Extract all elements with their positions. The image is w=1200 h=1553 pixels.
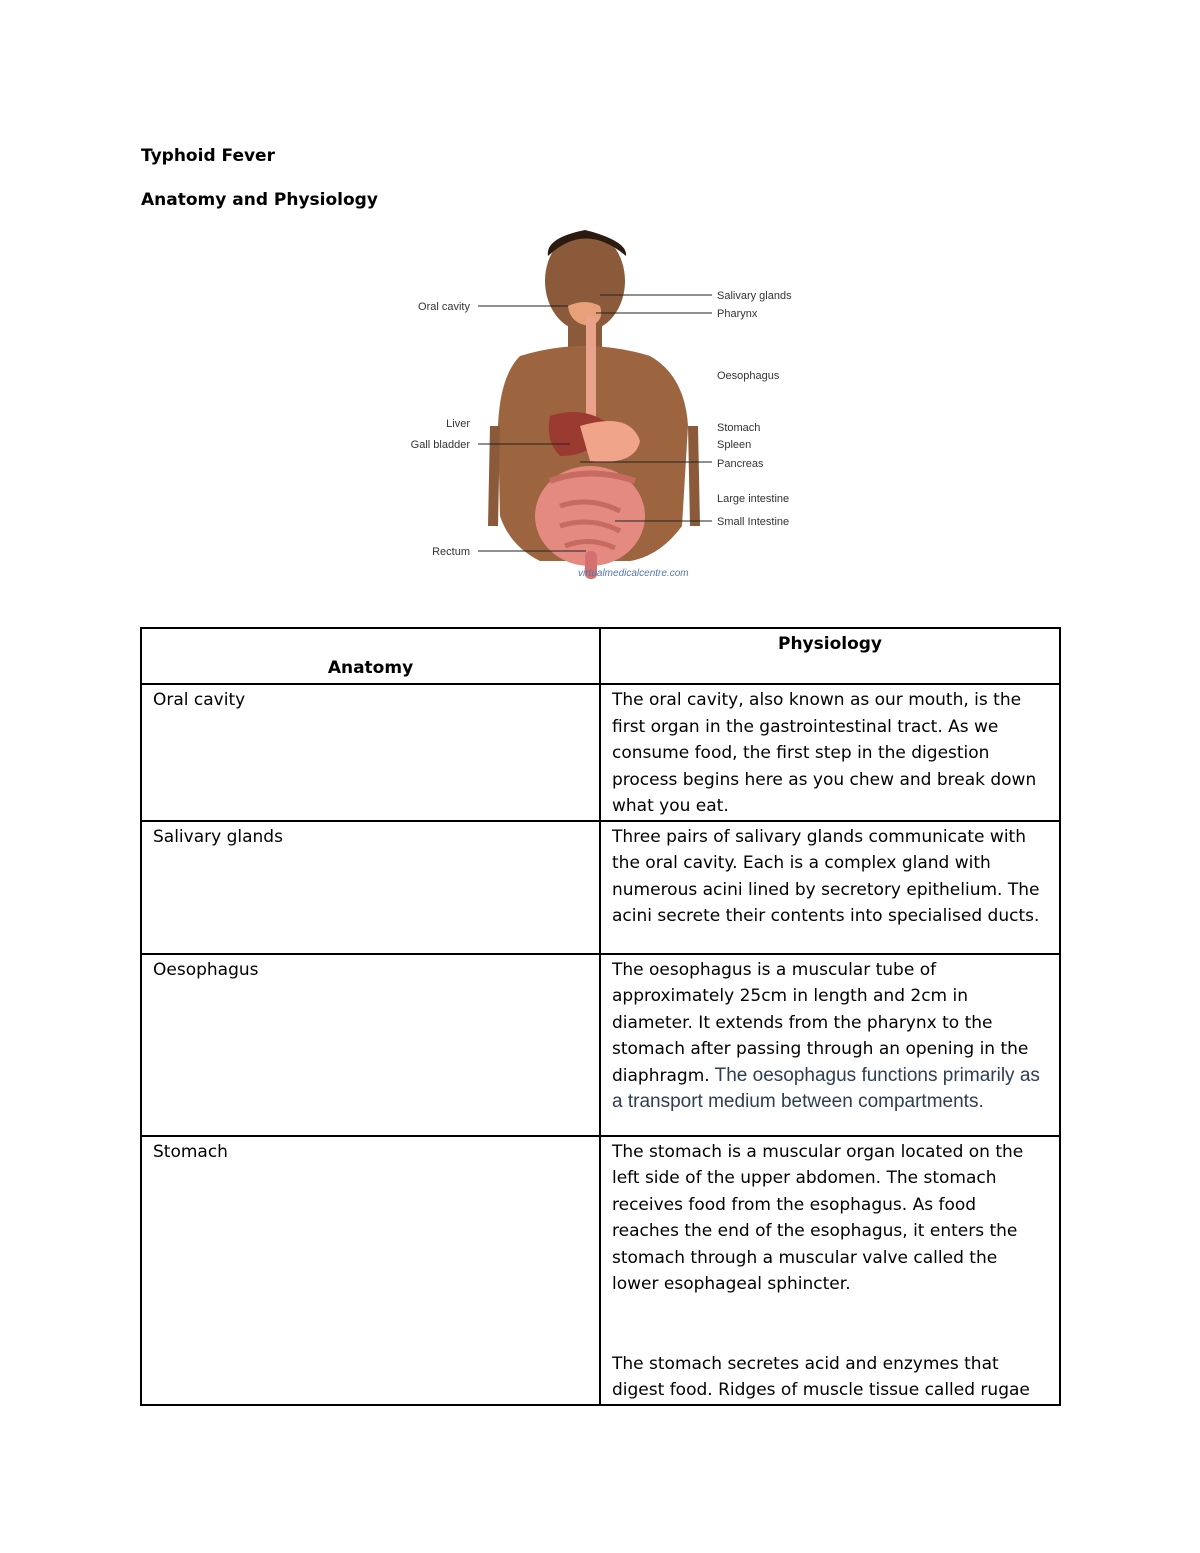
- paragraph-gap: [612, 1298, 1048, 1351]
- digestive-system-diagram: [400, 226, 810, 586]
- table-header-row: [141, 628, 1060, 684]
- label-pancreas: Pancreas: [717, 458, 764, 470]
- header-anatomy-cell: [141, 628, 600, 684]
- table-row: [141, 684, 1060, 821]
- header-anatomy: Anatomy: [327, 657, 414, 678]
- physiology-text-extra: The oesophagus functions primarily as a transport medium between compartments.: [612, 1064, 1040, 1112]
- human-figure: [488, 230, 700, 579]
- physiology-text-extra: The stomach secretes acid and enzymes that digest food. Ridges of muscle tissue called rugae: [612, 1353, 1030, 1400]
- table-row: [141, 1136, 1060, 1405]
- label-liver: Liver: [446, 418, 470, 430]
- label-oral-cavity: Oral cavity: [418, 301, 470, 313]
- label-large-intestine: Large intestine: [717, 493, 790, 505]
- physiology-cell: The oral cavity, also known as our mouth, is the first organ in the gastrointestinal tract. As we consume food, the first step in the digestion process begins here as you chew and break down what you eat.: [600, 684, 1060, 821]
- label-salivary-glands: Salivary glands: [717, 290, 792, 302]
- physiology-text: The oesophagus is a muscular tube of approximately 25cm in length and 2cm in diameter. It extends from the pharynx to the stomach after passing through an opening in the diaphragm.: [612, 959, 1029, 1086]
- label-gall-bladder: Gall bladder: [410, 439, 470, 451]
- anatomy-cell: Oesophagus: [141, 954, 600, 1136]
- anatomy-cell: Stomach: [141, 1136, 600, 1405]
- label-oesophagus: Oesophagus: [717, 370, 780, 382]
- physiology-text: The stomach is a muscular organ located on the left side of the upper abdomen. The stomach receives food from the esophagus. As food reaches the end of the esophagus, it enters the stomach through a muscular valve called the lower esophageal sphincter.: [612, 1141, 1024, 1294]
- anatomy-cell: Oral cavity: [141, 684, 600, 821]
- anatomy-physiology-table: [140, 627, 1061, 1406]
- table-row: [141, 821, 1060, 954]
- image-credit: virtualmedicalcentre.com: [578, 568, 689, 579]
- header-physiology: Physiology: [600, 628, 1060, 684]
- label-stomach: Stomach: [717, 422, 761, 434]
- label-spleen: Spleen: [717, 439, 752, 451]
- document-title: Typhoid Fever: [141, 146, 275, 166]
- section-heading: Anatomy and Physiology: [141, 190, 378, 210]
- label-pharynx: Pharynx: [717, 308, 758, 320]
- label-small-intestine: Small Intestine: [717, 516, 790, 528]
- anatomy-cell: Salivary glands: [141, 821, 600, 954]
- physiology-cell: [600, 954, 1060, 1136]
- table-row: [141, 954, 1060, 1136]
- physiology-cell: Three pairs of salivary glands communicate with the oral cavity. Each is a complex gland with numerous acini lined by secretory epithelium. The acini secrete their contents into specialised ducts.: [600, 821, 1060, 954]
- physiology-cell: [600, 1136, 1060, 1405]
- label-rectum: Rectum: [432, 546, 470, 558]
